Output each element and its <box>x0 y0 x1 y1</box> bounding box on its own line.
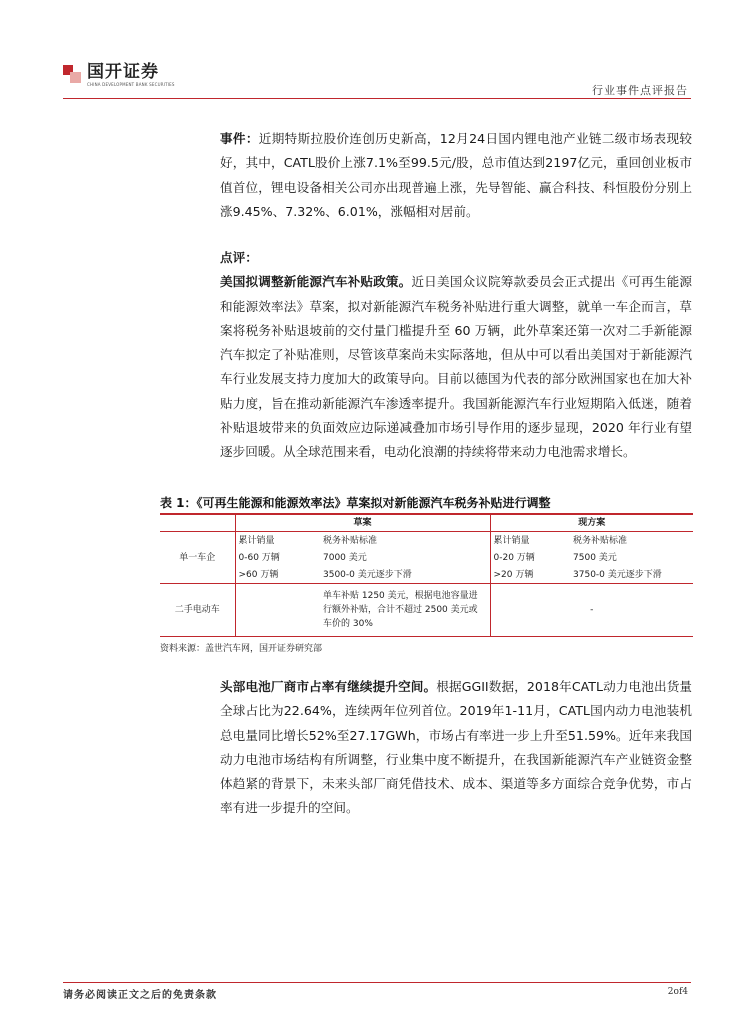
page-number: 2of4 <box>667 987 688 997</box>
table-cell: - <box>490 584 693 637</box>
policy-lead: 美国拟调整新能源汽车补贴政策。 <box>220 274 412 290</box>
table-source: 资料来源：盖世汽车网，国开证券研究部 <box>160 644 323 654</box>
logo-name: 国开证券 <box>87 62 159 82</box>
table-cell: 累计销量 <box>490 532 570 550</box>
table-title: 表 1：《可再生能源和能源效率法》草案拟对新能源汽车税务补贴进行调整 <box>160 496 551 510</box>
battery-lead: 头部电池厂商市占率有继续提升空间。 <box>220 679 437 694</box>
battery-paragraph <box>220 675 692 821</box>
table-cell: >60 万辆 <box>235 566 320 584</box>
report-type: 行业事件点评报告 <box>592 84 688 97</box>
footer-divider <box>63 982 691 983</box>
logo-english-name: CHINA DEVELOPMENT BANK SECURITIES <box>87 82 175 87</box>
table-cell: 3500-0 美元逐步下滑 <box>323 569 412 580</box>
row-label-used: 二手电动车 <box>160 584 235 637</box>
comment-heading: 点评： <box>220 250 258 265</box>
header-divider <box>63 98 691 99</box>
table-cell: 单车补贴 1250 美元，根据电池容量进行额外补贴，合计不超过 2500 美元或车价的 30% <box>320 584 490 637</box>
policy-paragraph <box>220 270 692 464</box>
table-cell: >20 万辆 <box>490 566 570 584</box>
table-cell: 7000 美元 <box>323 552 367 563</box>
logo-mark-icon <box>63 65 81 83</box>
table-cell: 0-20 万辆 <box>490 549 570 566</box>
table-row <box>160 566 693 584</box>
table-cell: 税务补贴标准 <box>570 532 693 550</box>
table-row <box>160 584 693 637</box>
table-cell: 0-60 万辆 <box>235 549 320 566</box>
subsidy-table <box>160 513 693 637</box>
event-paragraph <box>220 127 692 224</box>
battery-text: 根据GGII数据，2018年CATL动力电池出货量全球占比为22.64%，连续两年位列首位。2019年1-11月，CATL国内动力电池装机总电量同比增长52%至27.17GWh，市场占有率进一步上升至51.59%。近年来我国动力电池市场结构有所调整，行业集中度不断提升，在我国新能源汽车产业链资金整体趋紧的背景下，未来头部厂商凭借技术、成本、渠道等多方面综合竞争优势，市占率有进一步提升的空间。 <box>220 679 693 816</box>
footer-disclaimer: 请务必阅读正文之后的免责条款 <box>63 990 217 1001</box>
event-lead: 事件： <box>220 131 259 146</box>
header-draft: 草案 <box>235 514 490 532</box>
table-row <box>160 532 693 550</box>
header-current: 现方案 <box>490 514 693 532</box>
comment-section <box>220 246 692 465</box>
table-cell: 税务补贴标准 <box>320 532 490 550</box>
table-cell: 3750-0 美元逐步下滑 <box>573 569 662 580</box>
table-header-row <box>160 514 693 532</box>
table-cell: 累计销量 <box>235 532 320 550</box>
row-label-single: 单一车企 <box>160 532 235 584</box>
table-row <box>160 549 693 566</box>
event-text: 近期特斯拉股价连创历史新高，12月24日国内锂电池产业链二级市场表现较好，其中，CATL股价上涨7.1%至99.5元/股，总市值达到2197亿元，重回创业板市值首位，锂电设备相关公司亦出现普遍上涨，先导智能、赢合科技、科恒股份分别上涨9.45%、7.32%、6.01%，涨幅相对居前。 <box>220 131 692 219</box>
company-logo <box>63 63 175 88</box>
table-cell: 7500 美元 <box>573 552 617 563</box>
policy-text: 近日美国众议院筹款委员会正式提出《可再生能源和能源效率法》草案，拟对新能源汽车税务补贴进行重大调整，就单一车企而言，草案将税务补贴退坡前的交付量门槛提升至 60 万辆，此外草案还第一次对二手新能源汽车拟定了补贴准则，尽管该草案尚未实际落地，但从中可以看出美国对于新能源汽车行业发展支持力度加大的政策导向。目前以德国为代表的部分欧洲国家也在加大补贴力度，旨在推动新能源汽车渗透率提升。我国新能源汽车行业短期陷入低迷，随着补贴退坡带来的负面效应边际递减叠加市场引导作用的逐步显现，2020 年行业有望逐步回暖。从全球范围来看，电动化浪潮的持续将带来动力电池需求增长。 <box>220 274 693 460</box>
